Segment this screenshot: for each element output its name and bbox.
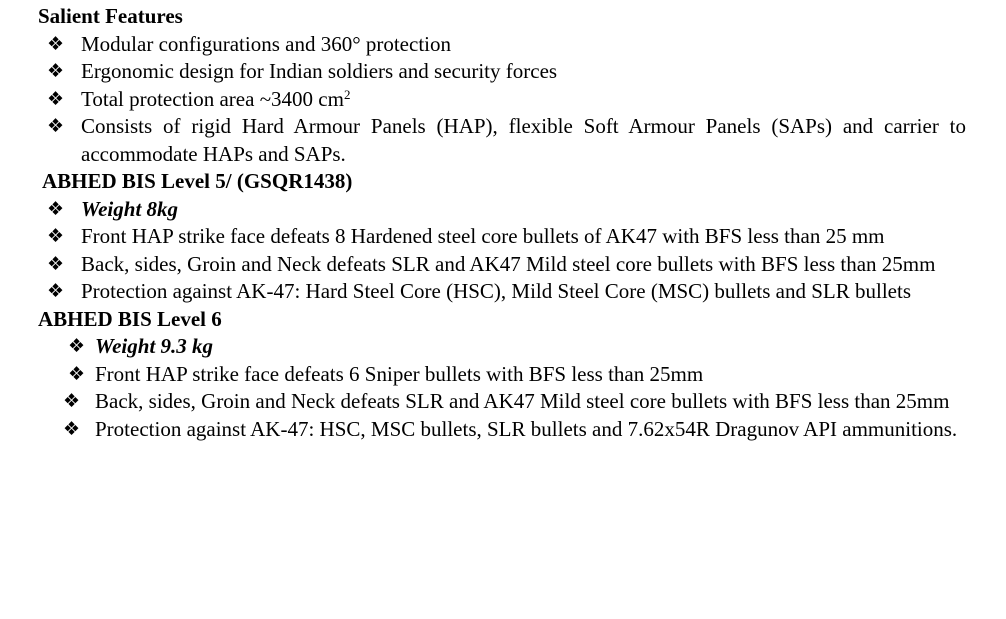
document-body: [0, 3, 1006, 443]
diamond-bullet-icon: ❖: [68, 362, 86, 385]
list-item: [0, 86, 966, 114]
list-item-text: Ergonomic design for Indian soldiers and security forces: [81, 59, 558, 83]
level-6-list: [0, 333, 1006, 443]
superscript-exponent: 2: [343, 86, 351, 102]
level-5-list: [0, 196, 1006, 306]
section-heading-level-5: ABHED BIS Level 5/ (GSQR1438): [42, 169, 353, 193]
diamond-bullet-icon: ❖: [47, 225, 65, 247]
diamond-bullet-icon: ❖: [63, 390, 81, 412]
diamond-bullet-icon: ❖: [47, 197, 65, 220]
weight-spec: Weight 9.3 kg: [95, 334, 214, 358]
list-item-text: Back, sides, Groin and Neck defeats SLR and AK47 Mild steel core bullets with BFS less than 25mm: [95, 389, 950, 413]
diamond-bullet-icon: ❖: [47, 280, 65, 302]
diamond-bullet-icon: ❖: [68, 335, 86, 357]
diamond-bullet-icon: ❖: [47, 87, 65, 110]
diamond-bullet-icon: ❖: [47, 115, 65, 137]
list-item-text: Total protection area ~3400 cm: [81, 86, 344, 111]
list-item: [0, 31, 966, 59]
list-item: [0, 113, 966, 168]
list-item-text: Modular configurations and 360° protection: [81, 31, 451, 56]
list-item: [0, 251, 966, 279]
section-heading-salient-features: Salient Features: [38, 4, 183, 28]
diamond-bullet-icon: ❖: [63, 417, 81, 440]
list-item: [0, 278, 966, 306]
list-item-text: Front HAP strike face defeats 8 Hardened steel core bullets of AK47 with BFS less than 25 mm: [81, 224, 885, 248]
list-item: [0, 223, 966, 251]
diamond-bullet-icon: ❖: [47, 32, 65, 55]
list-item-text: Back, sides, Groin and Neck defeats SLR and AK47 Mild steel core bullets with BFS less than 25mm: [81, 251, 936, 276]
list-item-text: Consists of rigid Hard Armour Panels (HAP), flexible Soft Armour Panels (SAPs) and carrier to accommodate HAPs and SAPs.: [81, 114, 966, 166]
list-item: [0, 388, 966, 416]
list-item: [0, 361, 966, 389]
diamond-bullet-icon: ❖: [47, 60, 65, 82]
list-item: [0, 58, 966, 86]
list-item: [0, 333, 966, 361]
list-item-text: Protection against AK-47: Hard Steel Core (HSC), Mild Steel Core (MSC) bullets and SLR bullets: [81, 279, 912, 303]
list-item: [0, 196, 966, 224]
section-heading-level-6: ABHED BIS Level 6: [38, 306, 222, 331]
weight-spec: Weight 8kg: [81, 196, 179, 221]
list-item-text: Front HAP strike face defeats 6 Sniper bullets with BFS less than 25mm: [95, 361, 704, 386]
list-item: [0, 416, 966, 444]
diamond-bullet-icon: ❖: [47, 252, 65, 275]
list-item-text: Protection against AK-47: HSC, MSC bullets, SLR bullets and 7.62x54R Dragunov API ammunitions.: [95, 416, 958, 441]
salient-features-list: [0, 31, 1006, 169]
